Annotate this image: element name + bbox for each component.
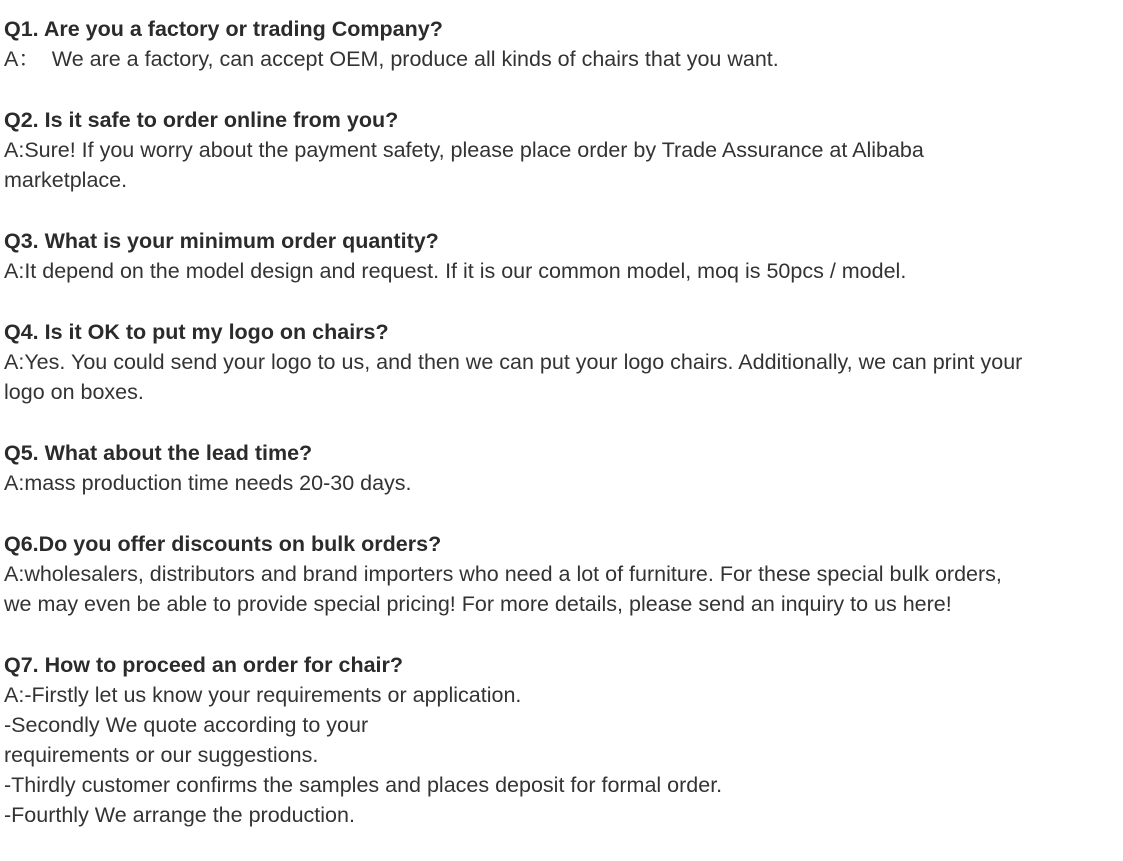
faq-item-q6: [4, 529, 1120, 619]
faq-question: Q5. What about the lead time?: [4, 441, 313, 465]
faq-question: Q7. How to proceed an order for chair?: [4, 653, 404, 677]
faq-answer-line: logo on boxes.: [4, 380, 144, 404]
faq-answer-line: marketplace.: [4, 168, 128, 192]
faq-question: Q4. Is it OK to put my logo on chairs?: [4, 320, 389, 344]
faq-item-q5: [4, 438, 1120, 498]
faq-answer-line: we may even be able to provide special pricing! For more details, please send an inquiry to us here!: [4, 592, 952, 616]
faq-item-q2: [4, 105, 1120, 195]
faq-answer-line: A:-Firstly let us know your requirements or application.: [4, 683, 522, 707]
faq-answer-line: A:Yes. You could send your logo to us, and then we can put your logo chairs. Additionally, we can print your: [4, 350, 1023, 374]
faq-question: Q2. Is it safe to order online from you?: [4, 108, 399, 132]
faq-item-q3: [4, 226, 1120, 286]
faq-answer-line: A： We are a factory, can accept OEM, produce all kinds of chairs that you want.: [4, 47, 779, 71]
faq-list: [4, 14, 1120, 861]
faq-item-q4: [4, 317, 1120, 407]
faq-answer-line: A:mass production time needs 20-30 days.: [4, 471, 412, 495]
faq-answer-line: A:Sure! If you worry about the payment safety, please place order by Trade Assurance at Alibaba: [4, 138, 924, 162]
faq-answer-line: A:It depend on the model design and request. If it is our common model, moq is 50pcs / model.: [4, 259, 907, 283]
faq-item-q1: [4, 14, 1120, 74]
faq-answer-line: -Secondly We quote according to your: [4, 713, 369, 737]
faq-item-q7: [4, 650, 1120, 830]
faq-answer-line: -Fourthly We arrange the production.: [4, 803, 355, 827]
faq-question: Q1. Are you a factory or trading Company?: [4, 17, 443, 41]
faq-question: Q3. What is your minimum order quantity?: [4, 229, 439, 253]
faq-answer-line: -Thirdly customer confirms the samples and places deposit for formal order.: [4, 773, 723, 797]
faq-answer-line: A:wholesalers, distributors and brand importers who need a lot of furniture. For these special bulk orders,: [4, 562, 1002, 586]
faq-answer-line: requirements or our suggestions.: [4, 743, 319, 767]
faq-question: Q6.Do you offer discounts on bulk orders?: [4, 532, 442, 556]
